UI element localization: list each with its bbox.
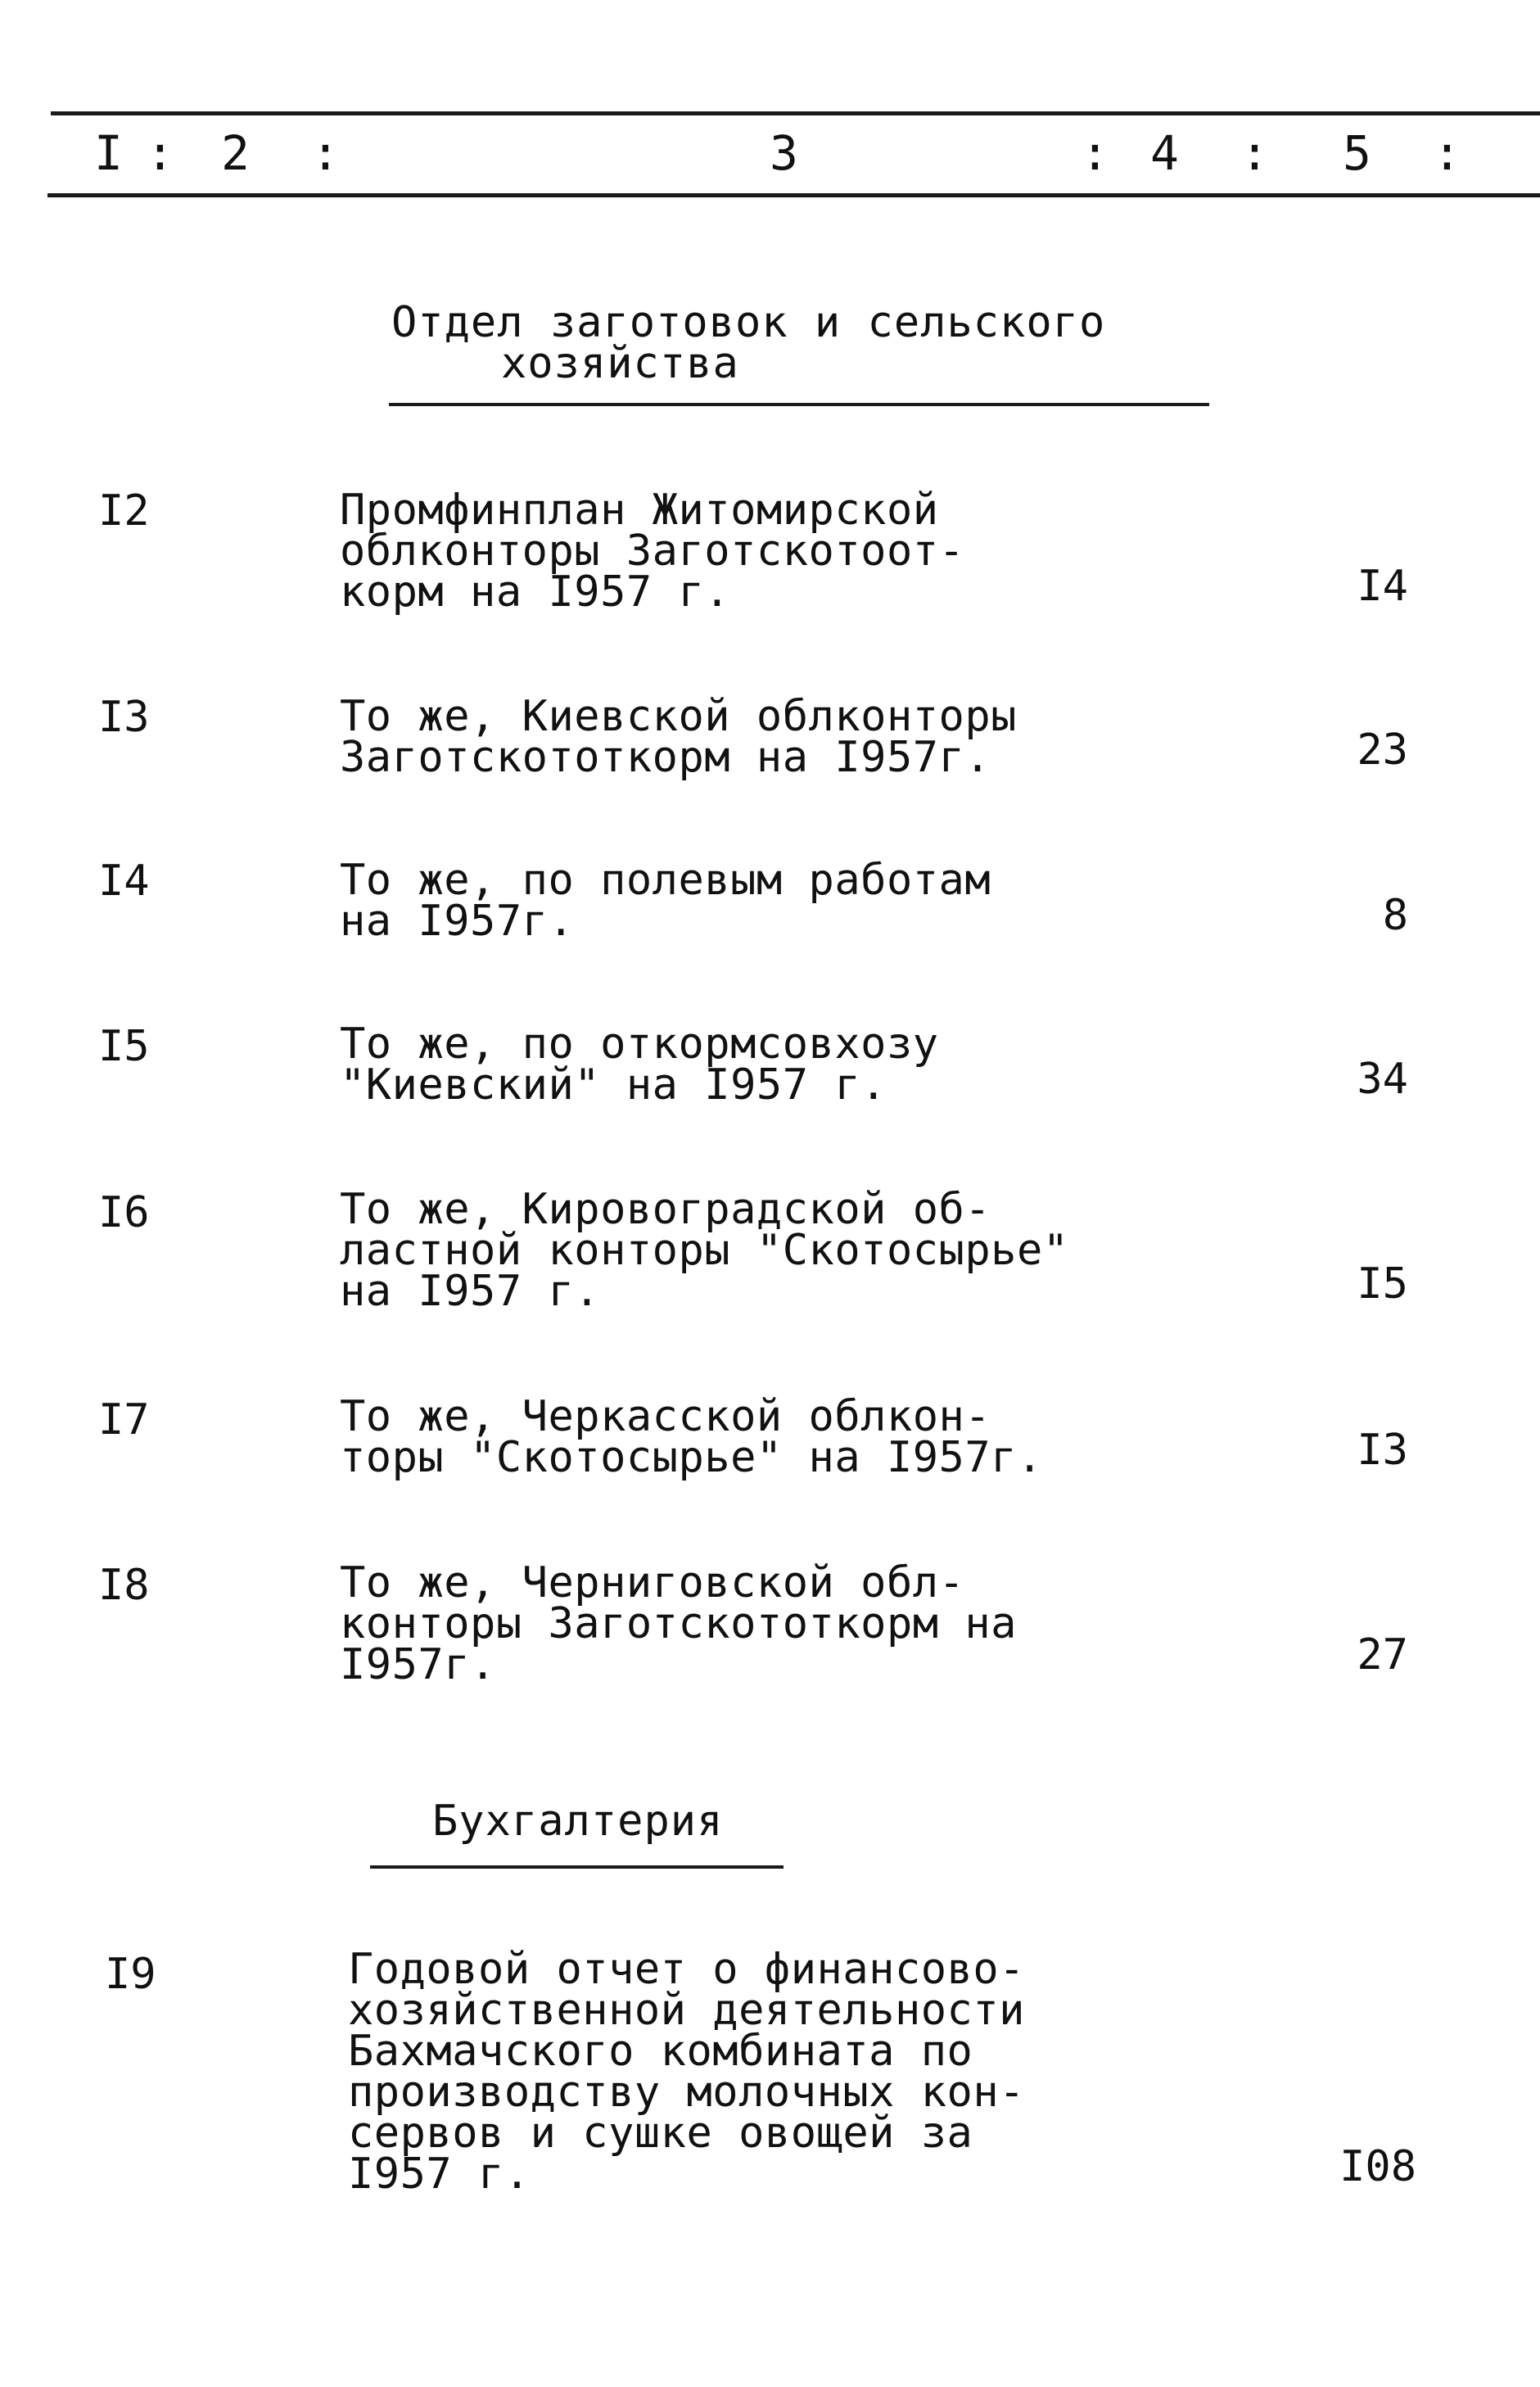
- header-col-3: 3: [770, 125, 798, 181]
- item-description-line: То же, Черниговской обл-: [340, 1558, 965, 1607]
- item-description-line: То же, Кировоградской об-: [340, 1185, 991, 1234]
- item-description-line: То же, по откормсовхозу: [340, 1019, 939, 1069]
- item-description-line: Заготскототкорм на I957г.: [340, 733, 991, 782]
- header-col-1: I: [94, 125, 123, 181]
- item-description-line: Годовой отчет о финансово-: [348, 1945, 1025, 1994]
- item-number: I5: [98, 1022, 150, 1071]
- item-pages: I5: [1357, 1259, 1408, 1309]
- item-number: I6: [98, 1188, 150, 1237]
- item-description-line: на I957 г.: [340, 1267, 601, 1316]
- item-description-line: на I957г.: [340, 897, 575, 946]
- item-description-line: То же, Черкасской облкон-: [340, 1392, 991, 1441]
- header-top-rule: [51, 111, 1540, 115]
- item-description-line: I957 г.: [348, 2150, 531, 2199]
- header-bottom-rule: [47, 193, 1540, 197]
- item-number: I2: [98, 486, 150, 536]
- item-pages: I4: [1357, 562, 1408, 611]
- item-description-line: Бахмачского комбината по: [348, 2027, 973, 2076]
- header-separator: :: [1081, 125, 1109, 181]
- item-pages: 8: [1382, 891, 1408, 940]
- section-title-line: Бухгалтерия: [432, 1797, 724, 1846]
- item-description-line: "Киевский" на I957 г.: [340, 1060, 887, 1110]
- item-description-line: торы "Скотосырье" на I957г.: [340, 1433, 1043, 1482]
- section-title-line: Отдел заготовок и сельского: [391, 298, 1106, 347]
- item-pages: I08: [1339, 2142, 1416, 2191]
- item-number: I3: [98, 693, 150, 742]
- header-col-4: 4: [1150, 125, 1179, 181]
- item-pages: 34: [1357, 1055, 1408, 1104]
- item-number: I7: [98, 1395, 150, 1444]
- header-separator: :: [1240, 125, 1269, 181]
- item-description-line: сервов и сушке овощей за: [348, 2109, 973, 2158]
- header-col-2: 2: [221, 125, 250, 181]
- item-description-line: Промфинплан Житомирской: [340, 486, 939, 535]
- header-separator: :: [1433, 125, 1461, 181]
- section-title-underline: [389, 403, 1209, 406]
- item-pages: 27: [1357, 1630, 1408, 1679]
- item-description-line: производству молочных кон-: [348, 2068, 1025, 2117]
- item-description-line: облконторы Заготскотоот-: [340, 527, 965, 576]
- item-description-line: То же, Киевской облконторы: [340, 692, 1017, 741]
- item-description-line: конторы Заготскототкорм на: [340, 1599, 1017, 1648]
- section-title-underline: [370, 1865, 784, 1869]
- item-description-line: хозяйственной деятельности: [348, 1986, 1025, 2035]
- item-description-line: То же, по полевым работам: [340, 856, 991, 905]
- item-pages: I3: [1357, 1426, 1408, 1475]
- item-description-line: корм на I957 г.: [340, 567, 731, 617]
- item-number: I9: [105, 1950, 156, 1999]
- item-number: I4: [98, 857, 150, 906]
- section-title-line: хозяйства: [501, 339, 739, 388]
- item-pages: 23: [1357, 726, 1408, 775]
- item-number: I8: [98, 1561, 150, 1610]
- header-separator: :: [146, 125, 174, 181]
- item-description-line: I957г.: [340, 1640, 496, 1689]
- item-description-line: ластной конторы "Скотосырье": [340, 1226, 1069, 1275]
- header-col-5: 5: [1343, 125, 1371, 181]
- header-separator: :: [311, 125, 340, 181]
